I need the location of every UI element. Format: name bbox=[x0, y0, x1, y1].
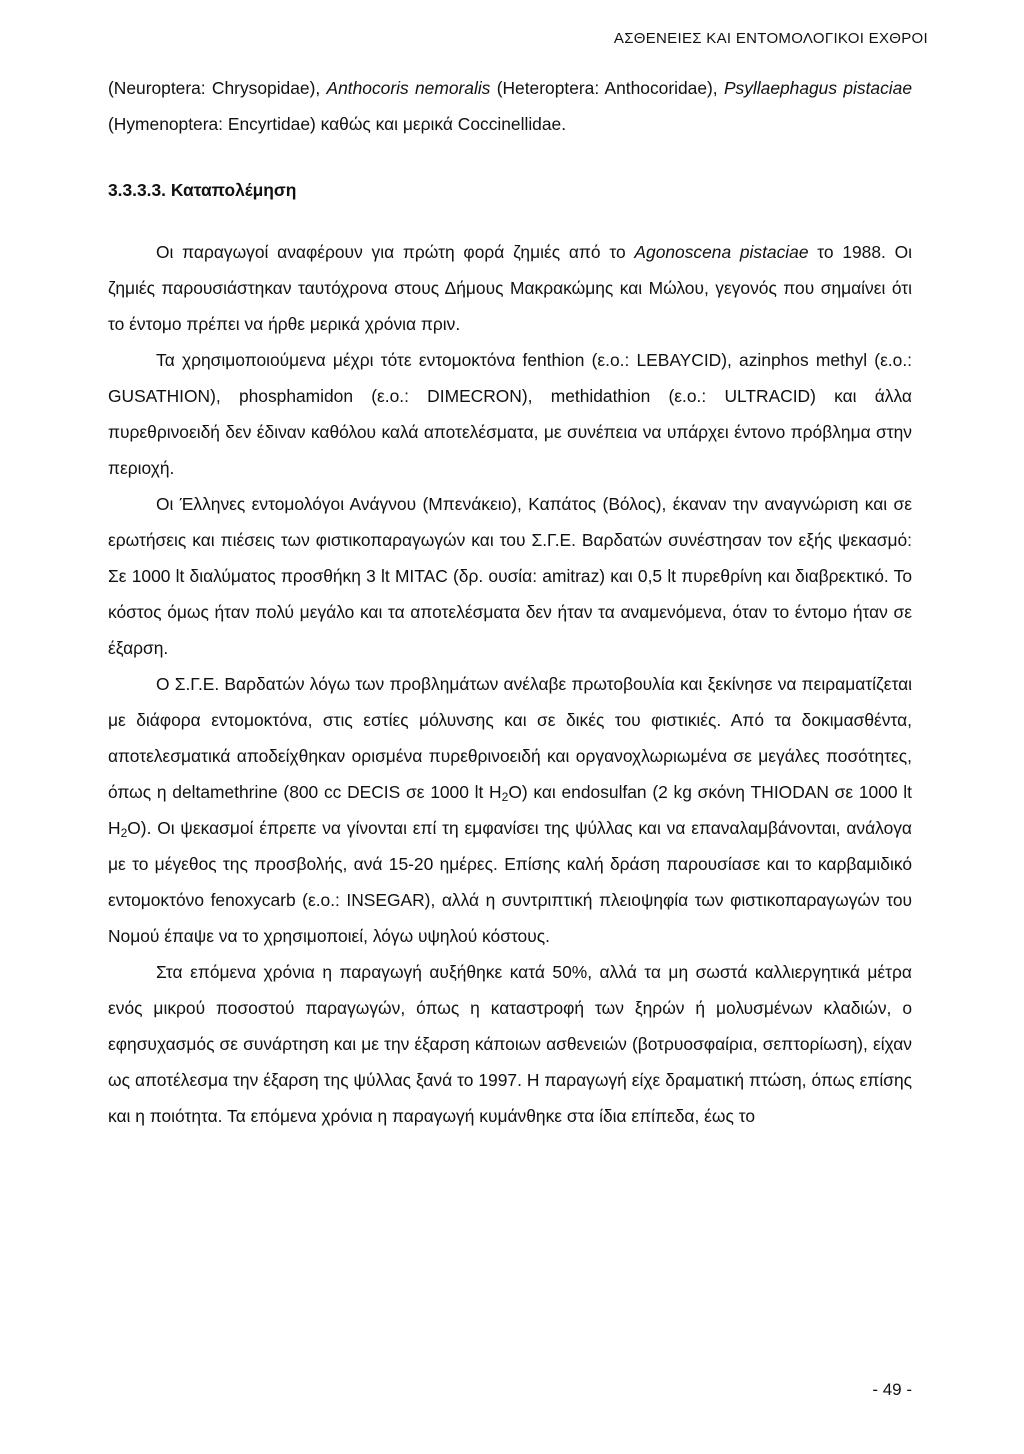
running-header: ΑΣΘΕΝΕΙΕΣ ΚΑΙ ΕΝΤΟΜΟΛΟΓΙΚΟΙ ΕΧΘΡΟΙ bbox=[613, 30, 928, 47]
species-name: Agonoscena pistaciae bbox=[634, 242, 809, 262]
paragraph: Τα χρησιμοποιούμενα μέχρι τότε εντομοκτόνα fenthion (ε.ο.: LEBAYCID), azinphos methyl (ε.ο.: GUSATHION), phosphamidon (ε.ο.: DIMECRON), methidathion (ε.ο.: ULTRACID) και άλλα πυρεθρινοειδή δεν έδιναν καθόλου καλά αποτελέσματα, με συνέπεια να υπάρχει έντονο πρόβλημα στην περιοχή. bbox=[108, 350, 912, 478]
paragraph: Οι Έλληνες εντομολόγοι Ανάγνου (Μπενάκειο), Καπάτος (Βόλος), έκαναν την αναγνώριση και σε ερωτήσεις και πιέσεις των φιστικοπαραγωγών και του Σ.Γ.Ε. Βαρδατών συνέστησαν τον εξής ψεκασμό: Σε 1000 lt διαλύματος προσθήκη 3 lt MITAC (δρ. ουσία: amitraz) και 0,5 lt πυρεθρίνη και διαβρεκτικό. Το κόστος όμως ήταν πολύ μεγάλο και τα αποτελέσματα δεν ήταν τα αναμενόμενα, όταν το έντομο ήταν σε έξαρση. bbox=[108, 494, 912, 658]
section-heading: 3.3.3.3. Καταπολέμηση bbox=[108, 180, 297, 200]
subscript: 2 bbox=[120, 826, 128, 840]
page-number: - 49 - bbox=[872, 1380, 912, 1399]
species-name: Anthocoris nemoralis bbox=[326, 78, 491, 98]
species-name: Psyllaephagus pistaciae bbox=[723, 78, 912, 98]
paragraph: Οι παραγωγοί αναφέρουν για πρώτη φορά ζημιές από το Agonoscena pistaciae το 1988. Οι ζημιές παρουσιάστηκαν ταυτόχρονα στους Δήμους Μακρακώμης και Μώλου, γεγονός που σημαίνει ότι το έντομο πρέπει να ήρθε μερικά χρόνια πριν. bbox=[108, 242, 912, 334]
subscript: 2 bbox=[501, 790, 509, 804]
paragraph-continuation: (Neuroptera: Chrysopidae), Anthocoris nemoralis (Heteroptera: Anthocoridae), Psyllaephagus pistaciae (Hymenoptera: Encyrtidae) καθώς και μερικά Coccinellidae. bbox=[108, 78, 912, 134]
paragraph: Στα επόμενα χρόνια η παραγωγή αυξήθηκε κατά 50%, αλλά τα μη σωστά καλλιεργητικά μέτρα ενός μικρού ποσοστού παραγωγών, όπως η καταστροφή των ξηρών ή μολυσμένων κλαδιών, ο εφησυχασμός σε συνάρτηση και με την έξαρση κάποιων ασθενειών (βοτρυοσφαίρια, σεπτορίωση), είχαν ως αποτέλεσμα την έξαρση της ψύλλας ξανά το 1997. Η παραγωγή είχε δραματική πτώση, όπως επίσης και η ποιότητα. Τα επόμενα χρόνια η παραγωγή κυμάνθηκε στα ίδια επίπεδα, έως το bbox=[108, 962, 912, 1126]
page-body bbox=[108, 70, 912, 1134]
paragraph: Ο Σ.Γ.Ε. Βαρδατών λόγω των προβλημάτων ανέλαβε πρωτοβουλία και ξεκίνησε να πειραματίζεται με διάφορα εντομοκτόνα, στις εστίες μόλυνσης και σε δικές του φιστικιές. Από τα δοκιμασθέντα, αποτελεσματικά αποδείχθηκαν ορισμένα πυρεθρινοειδή και οργανοχλωριωμένα σε μεγάλες ποσότητες, όπως η deltamethrine (800 cc DECIS σε 1000 lt $H_2O$) και endosulfan (2 kg σκόνη THIODAN σε 1000 lt $H_2O$). Οι ψεκασμοί έπρεπε να γίνονται επί τη εμφανίσει της ψύλλας και να επαναλαμβάνονται, ανάλογα με το μέγεθος της προσβολής, ανά 15-20 ημέρες. Επίσης καλή δράση παρουσίασε και το καρβαμιδικό εντομοκτόνο fenoxycarb (ε.ο.: INSEGAR), αλλά η συντριπτική πλειοψηφία των φιστικοπαραγωγών του Νομού έπαψε να το χρησιμοποιεί, λόγω υψηλού κόστους. bbox=[108, 674, 912, 946]
